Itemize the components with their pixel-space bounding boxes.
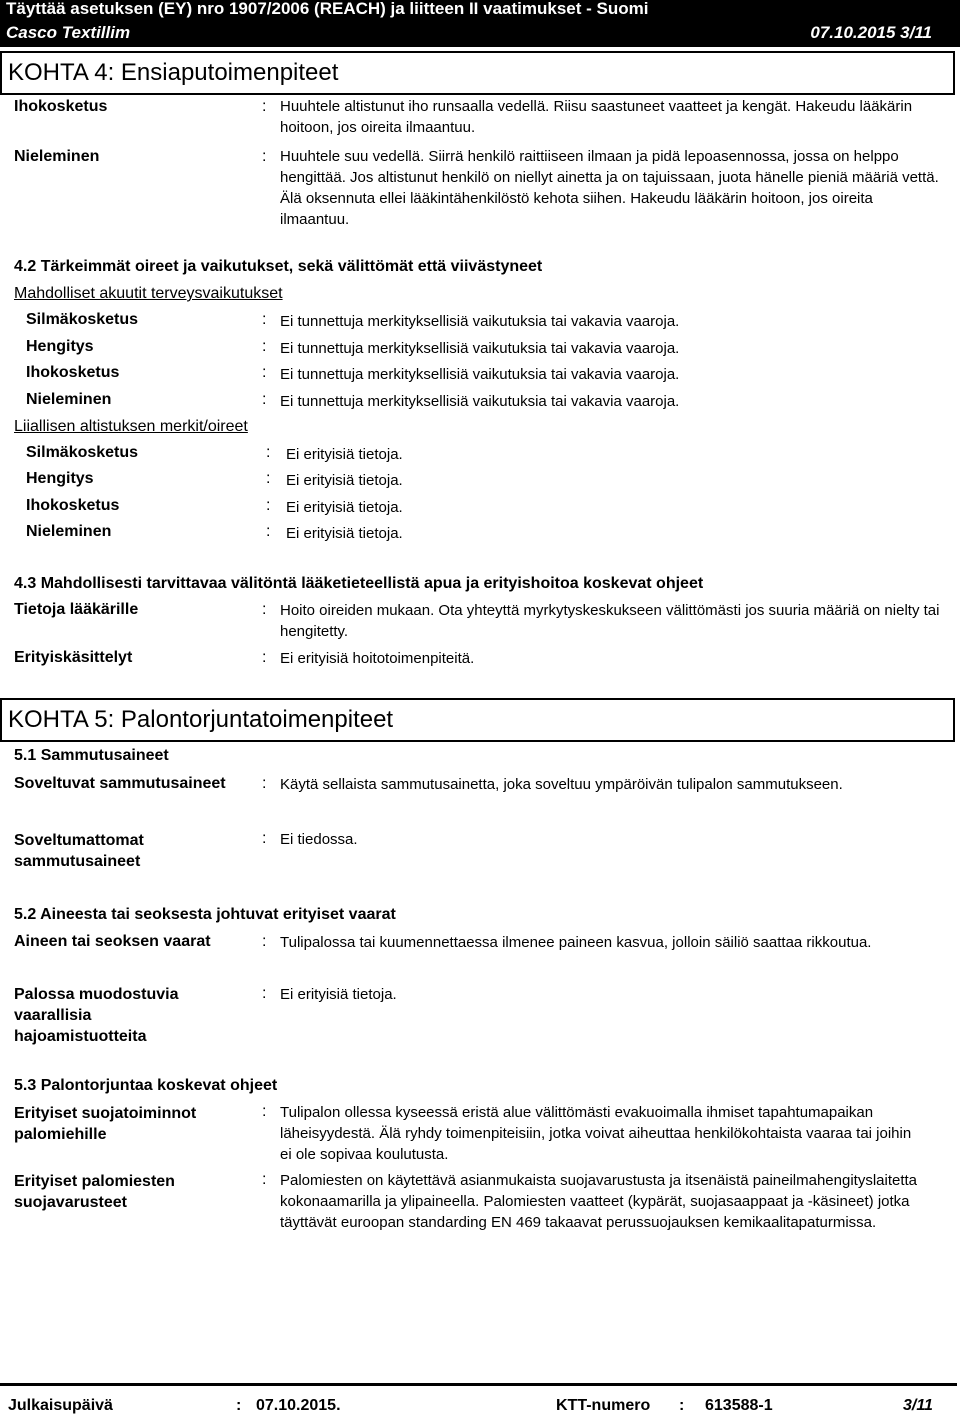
first-aid-ingestion-label: Nieleminen xyxy=(14,148,100,165)
subsection-5-3: 5.3 Palontorjuntaa koskevat ohjeet xyxy=(14,1077,278,1094)
acute-effects-heading: Mahdolliset akuutit terveysvaikutukset xyxy=(14,285,283,302)
section5-title-box xyxy=(0,698,955,742)
issue-date-label: Julkaisupäivä xyxy=(8,1397,113,1414)
section4-title: KOHTA 4: Ensiaputoimenpiteet xyxy=(8,59,339,86)
subsection-5-2: 5.2 Aineesta tai seoksesta johtuvat erityiset vaarat xyxy=(14,906,396,923)
product-name: Casco Textillim xyxy=(6,23,131,42)
regulation-text: Täyttää asetuksen (EY) nro 1907/2006 (REACH) ja liitteen II vaatimukset - Suomi xyxy=(6,0,649,18)
product-header xyxy=(0,19,960,47)
overexposure-heading: Liiallisen altistuksen merkit/oireet xyxy=(14,418,248,435)
subsection-4-3: 4.3 Mahdollisesti tarvittavaa välitöntä lääketieteellistä apua ja erityishoitoa koskevat ohjeet xyxy=(14,575,704,592)
ktt-number-label: KTT-numero xyxy=(556,1397,651,1414)
ktt-number-value: 613588-1 xyxy=(705,1397,773,1414)
first-aid-skin-label: Ihokosketus xyxy=(14,98,108,115)
first-aid-skin-text: Huuhtele altistunut iho runsaalla vedellä. Riisu saastuneet vaatteet ja kengät. Hakeudu lääkärin hoitoon, jos oireita ilmaantuu. xyxy=(280,98,913,136)
section5-title: KOHTA 5: Palontorjuntatoimenpiteet xyxy=(8,706,394,733)
subsection-5-1: 5.1 Sammutusaineet xyxy=(14,747,169,764)
first-aid-ingestion-text: Huuhtele suu vedellä. Siirrä henkilö raittiiseen ilmaan ja pidä lepoasennossa, jossa on helppo hengittää. Jos altistunut henkilö on niellyt ainetta ja on tajuissaan, juota hänelle pieniä määriä vettä. Älä oksennuta ellei lääkintähenkilöstö kehota siihen. Hakeudu lääkärin hoitoon, jos oireita ilmaantuu. xyxy=(280,148,939,228)
issue-date-value: 07.10.2015. xyxy=(256,1397,341,1414)
subsection-4-2: 4.2 Tärkeimmät oireet ja vaikutukset, sekä välittömät että viivästyneet xyxy=(14,258,543,275)
section4-title-box xyxy=(0,51,955,95)
page-number: 3/11 xyxy=(903,1397,933,1414)
page-footer: Julkaisupäivä : 07.10.2015. KTT-numero : 613588-1 3/11 xyxy=(0,1383,957,1424)
regulation-header xyxy=(0,0,960,19)
date-page: 07.10.2015 3/11 xyxy=(810,23,932,42)
